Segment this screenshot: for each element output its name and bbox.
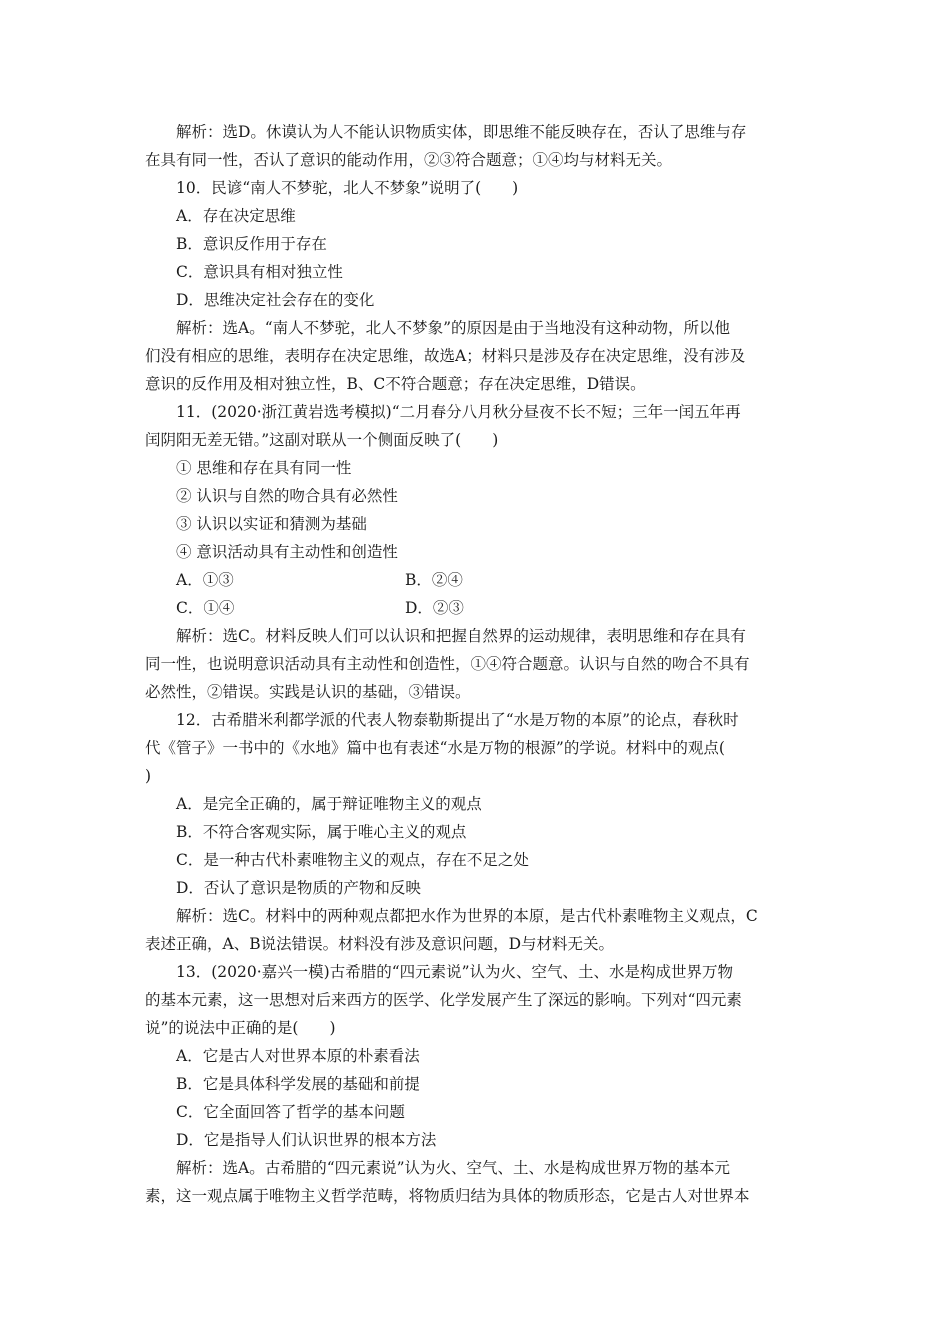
q13-option-d: D．它是指导人们认识世界的根本方法 (176, 1131, 437, 1149)
q11-stem-line-2: 闰阴阳无差无错。”这副对联从一个侧面反映了( ) (145, 431, 499, 449)
q10-option-a: A．存在决定思维 (176, 207, 296, 225)
q11-stem-line-1: 11．(2020·浙江黄岩选考模拟)“二月春分八月秋分昼夜不长不短；三年一闰五年再 (176, 403, 741, 421)
q11-option-b: B．②④ (405, 571, 463, 589)
q11-analysis-line-1: 解析：选C。材料反映人们可以认识和把握自然界的运动规律，表明思维和存在具有 (176, 627, 746, 645)
q11-item-4: ④ 意识活动具有主动性和创造性 (176, 543, 398, 561)
q12-analysis-line-1: 解析：选C。材料中的两种观点都把水作为世界的本原，是古代朴素唯物主义观点，C (176, 907, 758, 925)
q13-analysis-line-1: 解析：选A。古希腊的“四元素说”认为火、空气、土、水是构成世界万物的基本元 (176, 1159, 731, 1177)
q11-item-3: ③ 认识以实证和猜测为基础 (176, 515, 367, 533)
q10-analysis-line-2: 们没有相应的思维，表明存在决定思维，故选A；材料只是涉及存在决定思维，没有涉及 (145, 347, 746, 365)
q12-analysis-line-2: 表述正确，A、B说法错误。材料没有涉及意识问题，D与材料无关。 (145, 935, 615, 953)
q12-option-b: B．不符合客观实际，属于唯心主义的观点 (176, 823, 467, 841)
q13-stem-line-3: 说”的说法中正确的是( ) (145, 1019, 336, 1037)
q10-option-d: D．思维决定社会存在的变化 (176, 291, 375, 309)
q11-option-a: A．①③ (176, 571, 234, 589)
q9-analysis-line-2: 在具有同一性，否认了意识的能动作用，②③符合题意；①④均与材料无关。 (145, 151, 673, 169)
q10-analysis-line-1: 解析：选A。“南人不梦驼，北人不梦象”的原因是由于当地没有这种动物，所以他 (176, 319, 731, 337)
q12-option-a: A．是完全正确的，属于辩证唯物主义的观点 (176, 795, 482, 813)
q12-option-c: C．是一种古代朴素唯物主义的观点，存在不足之处 (176, 851, 529, 869)
q11-item-2: ② 认识与自然的吻合具有必然性 (176, 487, 398, 505)
q13-stem-line-1: 13．(2020·嘉兴一模)古希腊的“四元素说”认为火、空气、土、水是构成世界万物 (176, 963, 734, 981)
q13-option-c: C．它全面回答了哲学的基本问题 (176, 1103, 405, 1121)
q11-option-c: C．①④ (176, 599, 235, 617)
q13-stem-line-2: 的基本元素，这一思想对后来西方的医学、化学发展产生了深远的影响。下列对“四元素 (145, 991, 742, 1009)
q11-analysis-line-3: 必然性，②错误。实践是认识的基础，③错误。 (145, 683, 471, 701)
q11-options-row-2 (145, 594, 813, 622)
document-page (145, 118, 813, 1210)
q11-analysis-line-2: 同一性，也说明意识活动具有主动性和创造性，①④符合题意。认识与自然的吻合不具有 (145, 655, 750, 673)
q10-option-c: C．意识具有相对独立性 (176, 263, 343, 281)
q9-analysis-line-1: 解析：选D。休谟认为人不能认识物质实体，即思维不能反映存在，否认了思维与存 (176, 123, 747, 141)
q11-option-d: D．②③ (405, 599, 464, 617)
q13-analysis-line-2: 素，这一观点属于唯物主义哲学范畴，将物质归结为具体的物质形态，它是古人对世界本 (145, 1187, 750, 1205)
q13-option-b: B．它是具体科学发展的基础和前提 (176, 1075, 420, 1093)
q12-option-d: D．否认了意识是物质的产物和反映 (176, 879, 421, 897)
q11-options-row-1 (145, 566, 813, 594)
q12-stem-line-2: 代《管子》一书中的《水地》篇中也有表述“水是万物的根源”的学说。材料中的观点( (145, 739, 725, 757)
q13-option-a: A．它是古人对世界本原的朴素看法 (176, 1047, 420, 1065)
q10-stem: 10．民谚“南人不梦驼，北人不梦象”说明了( ) (176, 179, 519, 197)
q10-option-b: B．意识反作用于存在 (176, 235, 327, 253)
q10-analysis-line-3: 意识的反作用及相对独立性，B、C不符合题意；存在决定思维，D错误。 (145, 375, 646, 393)
q12-stem-line-1: 12．古希腊米利都学派的代表人物泰勒斯提出了“水是万物的本原”的论点，春秋时 (176, 711, 739, 729)
q11-item-1: ① 思维和存在具有同一性 (176, 459, 352, 477)
q12-stem-line-3: ) (145, 767, 152, 785)
